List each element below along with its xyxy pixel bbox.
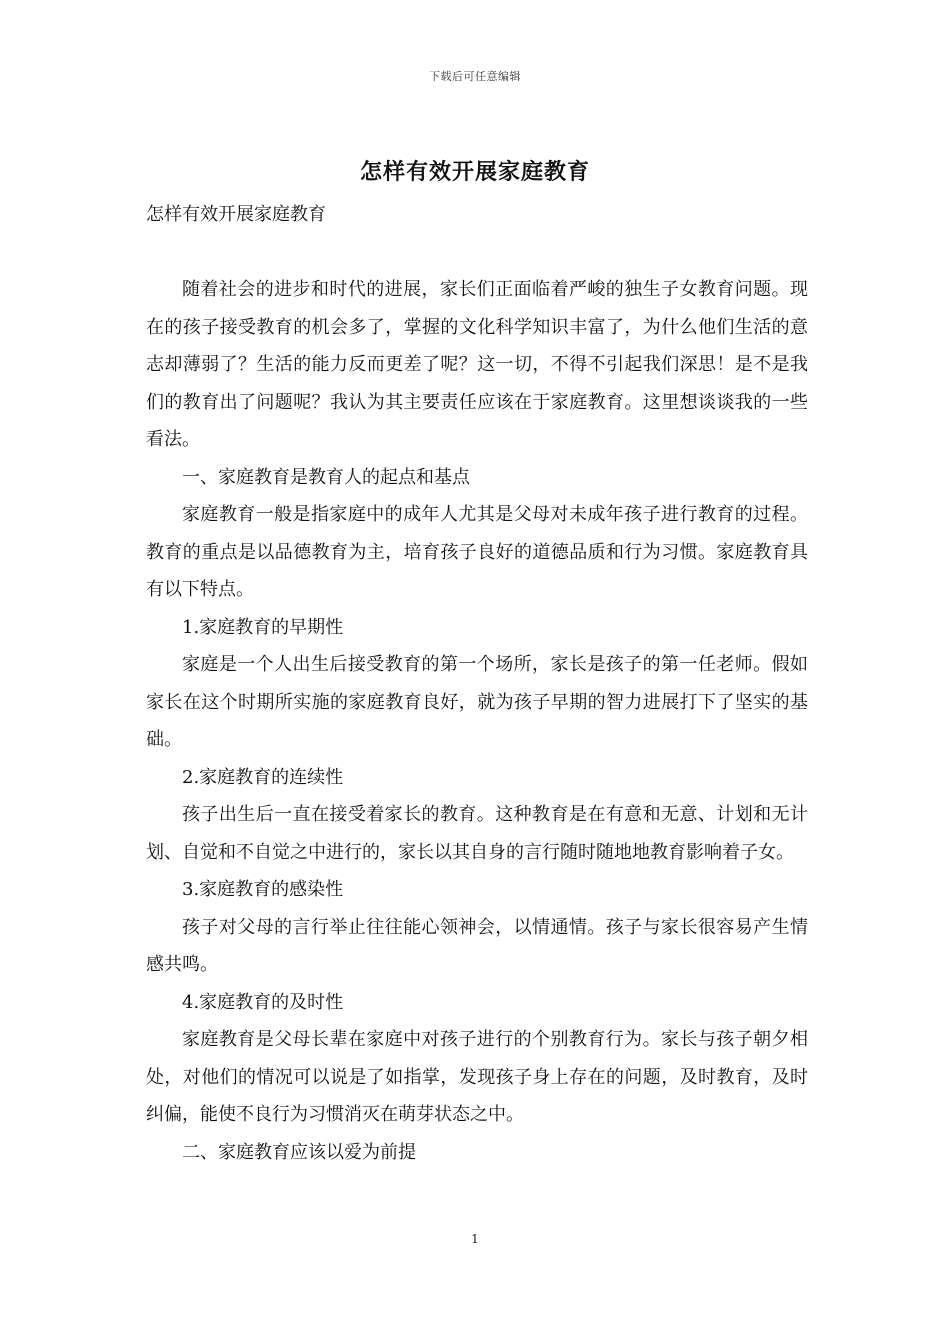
paragraph-influence: 孩子对父母的言行举止往往能心领神会，以情通情。孩子与家长很容易产生情感共鸣。 xyxy=(146,916,808,975)
header-note: 下载后可任意编辑 xyxy=(429,70,521,83)
subheading-timeliness: 4.家庭教育的及时性 xyxy=(182,991,344,1013)
paragraph-definition: 家庭教育一般是指家庭中的成年人尤其是父母对未成年孩子进行教育的过程。教育的重点是以品德教育为主，培育孩子良好的道德品质和行为习惯。家庭教育具有以下特点。 xyxy=(146,504,808,600)
section-heading-2: 二、家庭教育应该以爱为前提 xyxy=(182,1141,416,1163)
paragraph-intro: 随着社会的进步和时代的进展，家长们正面临着严峻的独生子女教育问题。现在的孩子接受教育的机会多了，掌握的文化科学知识丰富了，为什么他们生活的意志却薄弱了？生活的能力反而更差了呢？这一切，不得不引起我们深思！是不是我们的教育出了问题呢？我认为其主要责任应该在于家庭教育。这里想谈谈我的一些看法。 xyxy=(146,279,808,450)
document-body xyxy=(146,196,808,1171)
document-subtitle: 怎样有效开展家庭教育 xyxy=(146,204,326,225)
subheading-influence: 3.家庭教育的感染性 xyxy=(182,879,344,900)
page-number: 1 xyxy=(471,1232,479,1246)
subheading-continuity: 2.家庭教育的连续性 xyxy=(182,766,344,788)
subheading-early: 1.家庭教育的早期性 xyxy=(182,616,344,638)
paragraph-timeliness: 家庭教育是父母长辈在家庭中对孩子进行的个别教育行为。家长与孩子朝夕相处，对他们的情况可以说是了如指掌，发现孩子身上存在的问题，及时教育，及时纠偏，能使不良行为习惯消灭在萌芽状态之中。 xyxy=(146,1029,808,1125)
paragraph-continuity: 孩子出生后一直在接受着家长的教育。这种教育是在有意和无意、计划和无计划、自觉和不自觉之中进行的，家长以其自身的言行随时随地地教育影响着子女。 xyxy=(146,804,808,863)
section-heading-1: 一、家庭教育是教育人的起点和基点 xyxy=(182,466,470,488)
document-title: 怎样有效开展家庭教育 xyxy=(359,159,590,185)
paragraph-early: 家庭是一个人出生后接受教育的第一个场所，家长是孩子的第一任老师。假如家长在这个时期所实施的家庭教育良好，就为孩子早期的智力进展打下了坚实的基础。 xyxy=(146,654,808,750)
blank-line xyxy=(146,234,808,272)
